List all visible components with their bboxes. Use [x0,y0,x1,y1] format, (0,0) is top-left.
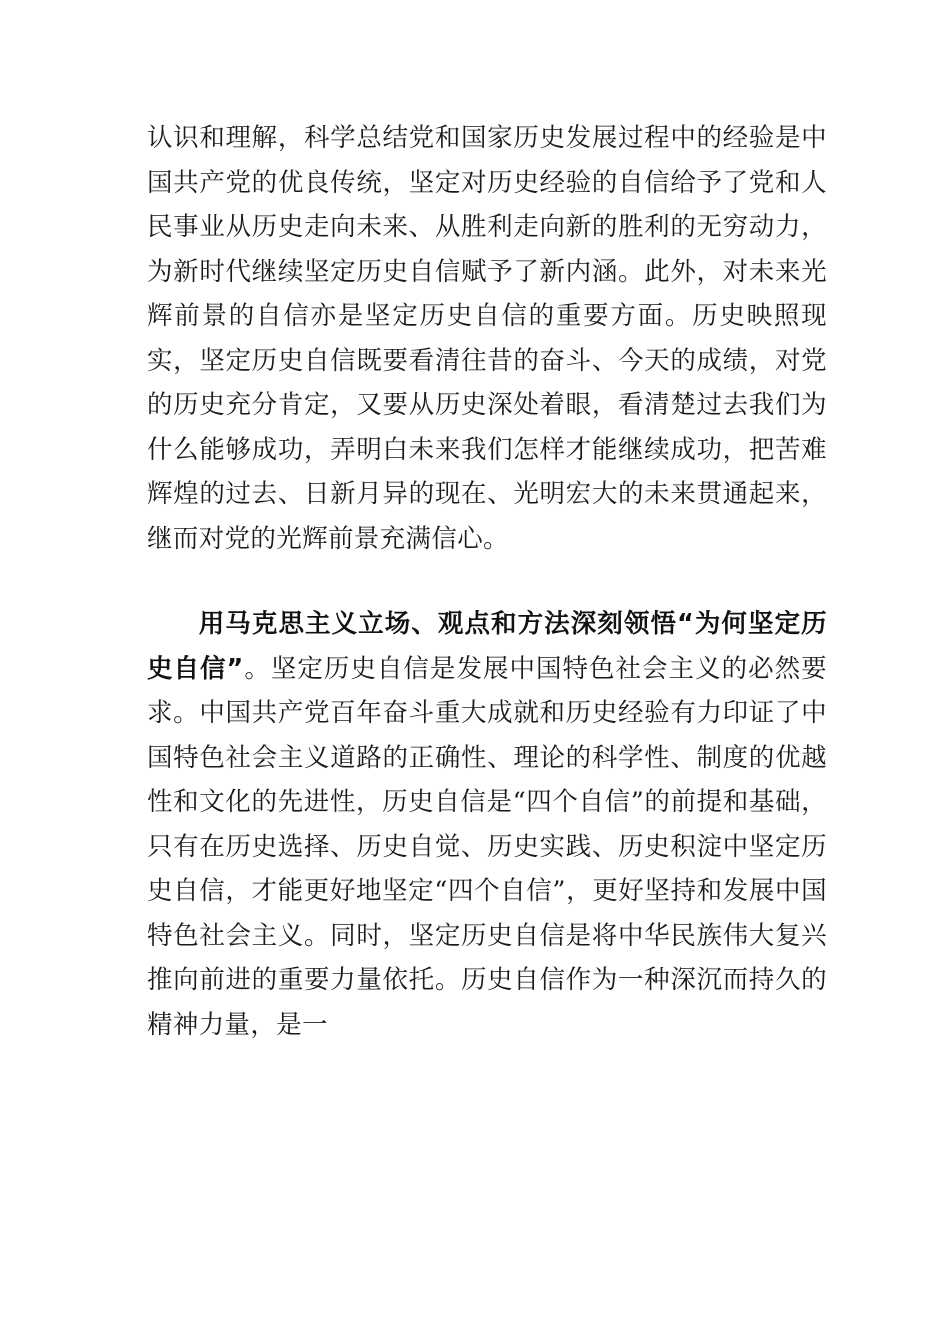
body-paragraph-2 [147,602,827,1047]
paragraph-2-body: 。坚定历史自信是发展中国特色社会主义的必然要求。中国共产党百年奋斗重大成就和历史经验有力印证了中国特色社会主义道路的正确性、理论的科学性、制度的优越性和文化的先进性，历史自信是“四个自信”的前提和基础，只有在历史选择、历史自觉、历史实践、历史积淀中坚定历史自信，才能更好地坚定“四个自信”，更好坚持和发展中国特色社会主义。同时，坚定历史自信是将中华民族伟大复兴推向前进的重要力量依托。历史自信作为一种深沉而持久的精神力量，是一 [147,653,827,1040]
paragraph-lead-heading: 用马克思主义立场、观点和方法深刻领悟“为何坚定历史自信” [147,609,827,684]
body-paragraph-1: 认识和理解，科学总结党和国家历史发展过程中的经验是中国共产党的优良传统，坚定对历史经验的自信给予了党和人民事业从历史走向未来、从胜利走向新的胜利的无穷动力，为新时代继续坚定历史自信赋予了新内涵。此外，对未来光辉前景的自信亦是坚定历史自信的重要方面。历史映照现实，坚定历史自信既要看清往昔的奋斗、今天的成绩，对党的历史充分肯定，又要从历史深处着眼，看清楚过去我们为什么能够成功，弄明白未来我们怎样才能继续成功，把苦难辉煌的过去、日新月异的现在、光明宏大的未来贯通起来，继而对党的光辉前景充满信心。 [147,123,827,554]
